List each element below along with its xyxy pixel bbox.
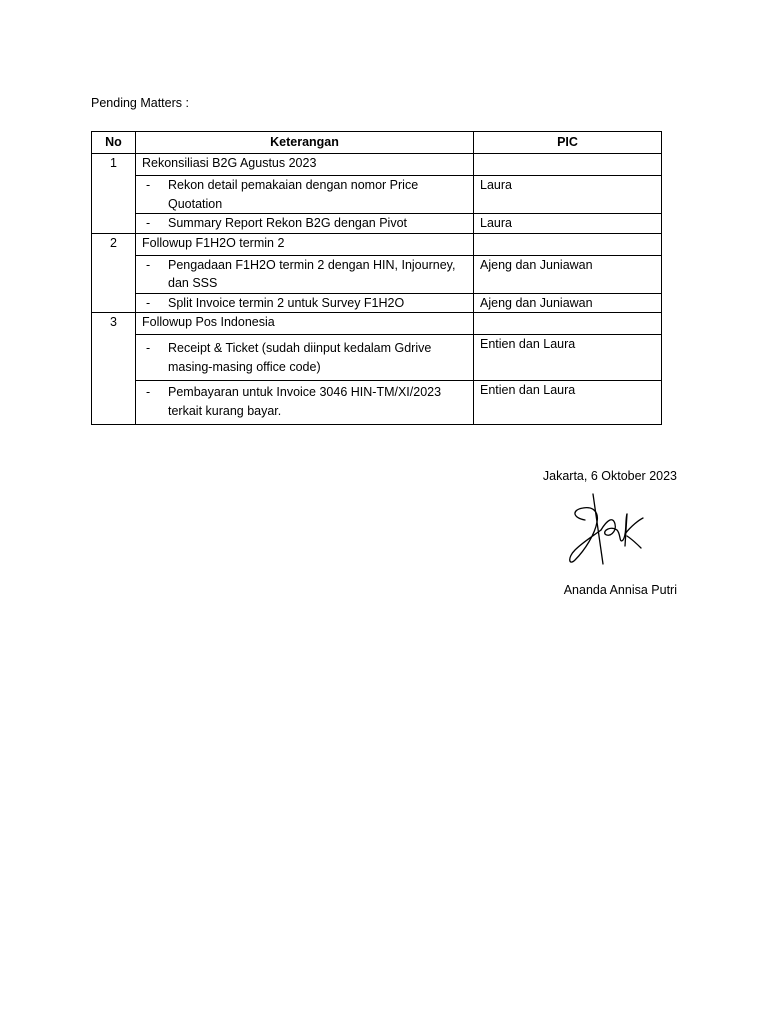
table-row xyxy=(92,255,662,293)
item-cell xyxy=(136,381,474,425)
pic-cell-empty xyxy=(474,233,662,255)
header-pic: PIC xyxy=(474,132,662,154)
bullet-dash: - xyxy=(146,295,151,310)
item-cell xyxy=(136,176,474,214)
bullet-dash: - xyxy=(146,257,151,272)
item-cell xyxy=(136,335,474,381)
row-number: 1 xyxy=(92,154,136,234)
pic-cell: Entien dan Laura xyxy=(474,335,662,381)
pic-cell: Entien dan Laura xyxy=(474,381,662,425)
bullet-dash: - xyxy=(146,385,151,399)
pic-cell: Laura xyxy=(474,214,662,234)
group-title-row xyxy=(92,233,662,255)
group-title: Rekonsiliasi B2G Agustus 2023 xyxy=(136,154,474,176)
table-row xyxy=(92,293,662,313)
item-cell xyxy=(136,293,474,313)
table-header-row xyxy=(92,132,662,154)
group-title-row xyxy=(92,313,662,335)
header-no: No xyxy=(92,132,136,154)
item-cell xyxy=(136,214,474,234)
item-text: Split Invoice termin 2 untuk Survey F1H2O xyxy=(168,295,405,310)
group-title: Followup F1H2O termin 2 xyxy=(136,233,474,255)
pic-cell: Ajeng dan Juniawan xyxy=(474,255,662,293)
table-row xyxy=(92,381,662,425)
item-text: Summary Report Rekon B2G dengan Pivot xyxy=(168,216,408,230)
group-title: Followup Pos Indonesia xyxy=(136,313,474,335)
group-title-row xyxy=(92,154,662,176)
item-text: Pembayaran untuk Invoice 3046 HIN-TM/XI/2023 terkait kurang bayar. xyxy=(168,385,442,418)
place-date: Jakarta, 6 Oktober 2023 xyxy=(542,469,677,483)
pic-cell: Laura xyxy=(474,176,662,214)
table-row xyxy=(92,176,662,214)
table-row xyxy=(92,214,662,234)
item-cell xyxy=(136,255,474,293)
pic-cell-empty xyxy=(474,313,662,335)
item-text: Receipt & Ticket (sudah diinput kedalam Gdrive masing-masing office code) xyxy=(168,341,432,374)
section-heading: Pending Matters : xyxy=(91,96,189,110)
bullet-dash: - xyxy=(146,341,151,355)
item-text: Pengadaan F1H2O termin 2 dengan HIN, Injourney, dan SSS xyxy=(168,257,456,290)
header-keterangan: Keterangan xyxy=(136,132,474,154)
bullet-dash: - xyxy=(146,178,151,192)
item-text: Rekon detail pemakaian dengan nomor Price Quotation xyxy=(168,178,419,211)
signer-name: Ananda Annisa Putri xyxy=(563,583,677,597)
bullet-dash: - xyxy=(146,216,151,230)
pic-cell-empty xyxy=(474,154,662,176)
table-row xyxy=(92,335,662,381)
pic-cell: Ajeng dan Juniawan xyxy=(474,293,662,313)
pending-matters-table xyxy=(91,131,662,425)
row-number: 2 xyxy=(92,233,136,313)
handwritten-signature xyxy=(563,490,649,570)
row-number: 3 xyxy=(92,313,136,425)
